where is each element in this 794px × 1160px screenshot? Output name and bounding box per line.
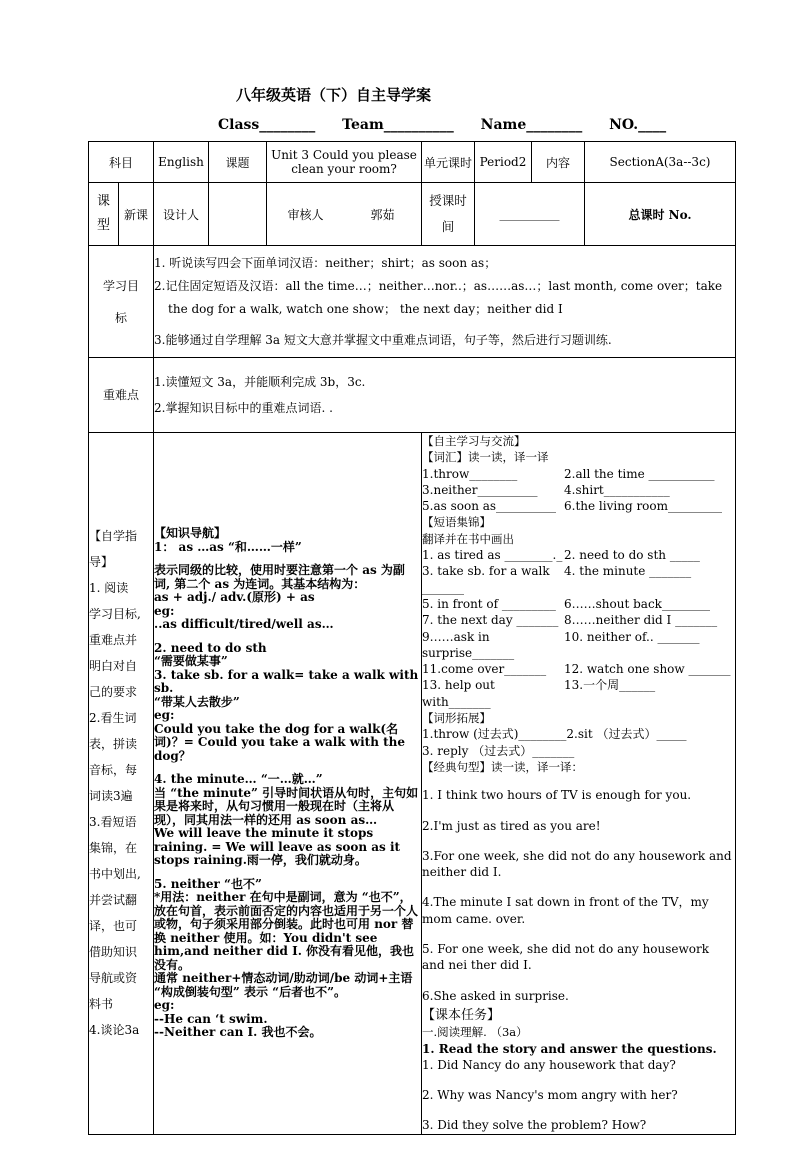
info-row-2	[89, 183, 736, 246]
guide-line: 【自学指导】	[89, 529, 138, 570]
phrase-row: 5. in front of _________ 6……shout back________	[422, 596, 710, 611]
sentence-item: 3.For one week, she did not do any housework and neither did I.	[422, 848, 732, 880]
knowledge-heading: 【知识导航】	[154, 526, 227, 541]
word-form-line: 3. reply （过去式）_______	[422, 743, 575, 758]
type-label: 课型	[89, 183, 119, 246]
period-label: 单元课时	[422, 142, 475, 183]
knowledge-line: 当 “the minute” 引导时间状语从句时，主句如果是将来时，从句习惯用一般现在时（主将从现），同其用法一样的还用 as soon as…	[154, 785, 419, 827]
lesson-plan-table	[88, 141, 736, 1135]
knowledge-line: “需要做某事”	[154, 654, 228, 669]
reviewer-label: 审核人	[287, 207, 324, 222]
guide-line: 学习目标,	[89, 607, 141, 622]
guide-line: 导航或资	[89, 971, 138, 986]
knowledge-line: 表示同级的比较，使用时要注意第一个 as 为副词, 第二个 as 为连词。其基本结构为：	[154, 563, 405, 591]
word-form-heading: 【词形拓展】	[422, 711, 492, 726]
objectives-label: 学习目标	[89, 246, 154, 358]
name-field: Name________	[480, 117, 583, 133]
sentence-item: 1. I think two hours of TV is enough for you.	[422, 788, 692, 803]
key-points-row	[89, 358, 736, 433]
guide-line: 明白对自	[89, 659, 138, 674]
knowledge-line: 通常 neither+情态动词/助动词/be 动词+主语 “构成倒装句型” 表示 “后者也不”。	[154, 971, 413, 999]
phrase-row: 3. take sb. for a walk _______ 4. the minute _______	[422, 564, 692, 595]
time-value: __________	[475, 183, 585, 246]
guide-line: 集锦，在	[89, 841, 138, 856]
task-question: 3. Did they solve the problem? How?	[422, 1118, 647, 1133]
type-value: 新课	[119, 183, 154, 246]
guide-line: 音标，每	[89, 763, 138, 778]
phrase-heading: 【短语集锦】	[422, 515, 492, 530]
guide-line: 2.看生词	[89, 711, 137, 726]
self-study-heading: 【自主学习与交流】	[422, 434, 526, 448]
guide-line: 表，拼读	[89, 737, 138, 752]
objective-item: 2.记住固定短语及汉语：all the time…；neither…nor..；as……as…；last month, come over；take	[154, 278, 723, 293]
knowledge-line: as + adj./ adv.(原形) + as	[154, 590, 315, 605]
subject-label: 科目	[89, 142, 154, 183]
knowledge-line: 2. need to do sth	[154, 640, 267, 655]
study-row	[89, 433, 736, 1135]
guide-line: 书中划出,	[89, 867, 141, 882]
sentence-heading: 【经典句型】读一读，译一译：	[422, 759, 584, 774]
key-points-content	[154, 358, 736, 433]
period-value: Period2	[475, 142, 532, 183]
task-question: 2. Why was Nancy's mom angry with her?	[422, 1088, 678, 1103]
task-question: 1. Did Nancy do any housework that day?	[422, 1057, 676, 1072]
designer-label: 设计人	[154, 183, 209, 246]
vocab-row: 5.as soon as__________ 6.the living room_________	[422, 499, 723, 514]
word-form-line: 1.throw (过去式)________2.sit （过去式）_____	[422, 727, 687, 742]
knowledge-line: eg:	[154, 603, 175, 618]
key-point-item: 1.读懂短文 3a，并能顺利完成 3b，3c.	[154, 375, 366, 389]
guide-line: 借助知识	[89, 945, 138, 960]
guide-line: 己的要求	[89, 685, 138, 700]
phrase-row: 1. as tired as ________._ 2. need to do sth _____	[422, 548, 700, 563]
phrase-row: 11.come over_______ 12. watch one show _______	[422, 662, 731, 677]
knowledge-line: eg:	[154, 998, 175, 1013]
knowledge-line: 3. take sb. for a walk= take a walk with sb.	[154, 667, 419, 696]
knowledge-line: Could you take the dog for a walk(名词)？= Could you take a walk with the dog？	[154, 721, 406, 763]
guide-line: 重难点并	[89, 633, 138, 648]
knowledge-line: --He can ‘t swim.	[154, 1011, 268, 1026]
sentence-item: 4.The minute I sat down in front of the TV，my mom came. over.	[422, 895, 709, 926]
phrase-subheading: 翻译并在书中画出	[422, 531, 515, 546]
subject-value: English	[154, 142, 209, 183]
sentence-item: 2.I'm just as tired as you are!	[422, 818, 601, 833]
key-points-label: 重难点	[89, 358, 154, 433]
objective-item: 1. 听说读写四会下面单词汉语：neither；shirt；as soon as；	[154, 255, 497, 270]
task-heading: 【课本任务】	[422, 1007, 501, 1023]
class-field: Class________	[218, 117, 316, 133]
info-row-1	[89, 142, 736, 183]
task-question-intro: 1. Read the story and answer the questions.	[422, 1041, 717, 1056]
knowledge-line: “带某人去散步”	[154, 694, 240, 709]
designer-value	[209, 183, 267, 246]
team-field: Team__________	[342, 117, 454, 133]
self-study-exercises	[422, 433, 736, 1135]
task-subheading: 一.阅读理解. （3a）	[422, 1025, 528, 1040]
reviewer-cell	[267, 183, 422, 246]
objective-item: the dog for a walk, watch one show； the next day；neither did I	[168, 301, 563, 316]
guide-line: 词读3遍	[89, 789, 133, 804]
objective-item: 3.能够通过自学理解 3a 短文大意并掌握文中重难点词语，句子等，然后进行习题训练.	[154, 332, 612, 347]
phrase-row: 9……ask in surprise_______ 10. neither of.. _______	[422, 629, 700, 660]
vocab-heading: 【词汇】读一读，译一译	[422, 450, 549, 465]
reviewer-value: 郭茹	[370, 207, 395, 222]
guide-line: 3.看短语	[89, 815, 137, 830]
knowledge-line: *用法：neither 在句中是副词，意为 “也不”，放在句首，表示前面否定的内容也适用于另一个人或物，句子须采用部分倒装。此时也可用 nor 替换 neither 使用。如：You didn't see him,and neither did I. 你没有看见他，我也没有。	[154, 890, 419, 972]
objectives-content	[154, 246, 736, 358]
guide-line: 料书	[89, 997, 114, 1012]
topic-label: 课题	[209, 142, 267, 183]
phrase-row: 13. help out with_______ 13.一个周______	[422, 678, 656, 709]
topic-value: Unit 3 Could you please clean your room?	[267, 142, 422, 183]
number-field: NO.____	[609, 117, 667, 133]
sentence-item: 6.She asked in surprise.	[422, 988, 569, 1003]
objectives-row	[89, 246, 736, 358]
vocab-row: 1.throw________ 2.all the time ___________	[422, 466, 715, 481]
knowledge-line: eg:	[154, 708, 175, 723]
knowledge-line: We will leave the minute it stops raining. = We will leave as soon as it stops raining.雨一停，我们就动身。	[154, 826, 401, 868]
vocab-row: 3.neither__________ 4.shirt___________	[422, 482, 670, 497]
page-title: 八年级英语（下）自主导学案	[236, 86, 432, 104]
self-study-guide	[89, 433, 154, 1135]
knowledge-line: 5. neither “也不”	[154, 876, 262, 891]
time-label: 授课时间	[422, 183, 475, 246]
phrase-row: 7. the next day _______ 8……neither did I _______	[422, 613, 718, 628]
guide-line: 译，也可	[89, 919, 138, 934]
content-label: 内容	[532, 142, 585, 183]
knowledge-line: 1： as …as “和……一样”	[154, 539, 302, 554]
knowledge-navigation	[154, 433, 422, 1135]
guide-line: 并尝试翻	[89, 893, 138, 908]
class-info-line	[218, 117, 688, 133]
guide-line: 1. 阅读	[89, 581, 129, 596]
total-periods-label: 总课时 No.	[585, 183, 736, 246]
knowledge-line: 4. the minute… “一…就…”	[154, 772, 323, 787]
knowledge-line: ..as difficult/tired/well as…	[154, 617, 334, 632]
sentence-item: 5. For one week, she did not do any housework and nei ther did I.	[422, 942, 710, 973]
guide-line: 4.谈论3a	[89, 1023, 140, 1038]
key-point-item: 2.掌握知识目标中的重难点词语. .	[154, 401, 333, 415]
content-value: SectionA(3a--3c)	[585, 142, 736, 183]
knowledge-line: --Neither can I. 我也不会。	[154, 1025, 322, 1040]
